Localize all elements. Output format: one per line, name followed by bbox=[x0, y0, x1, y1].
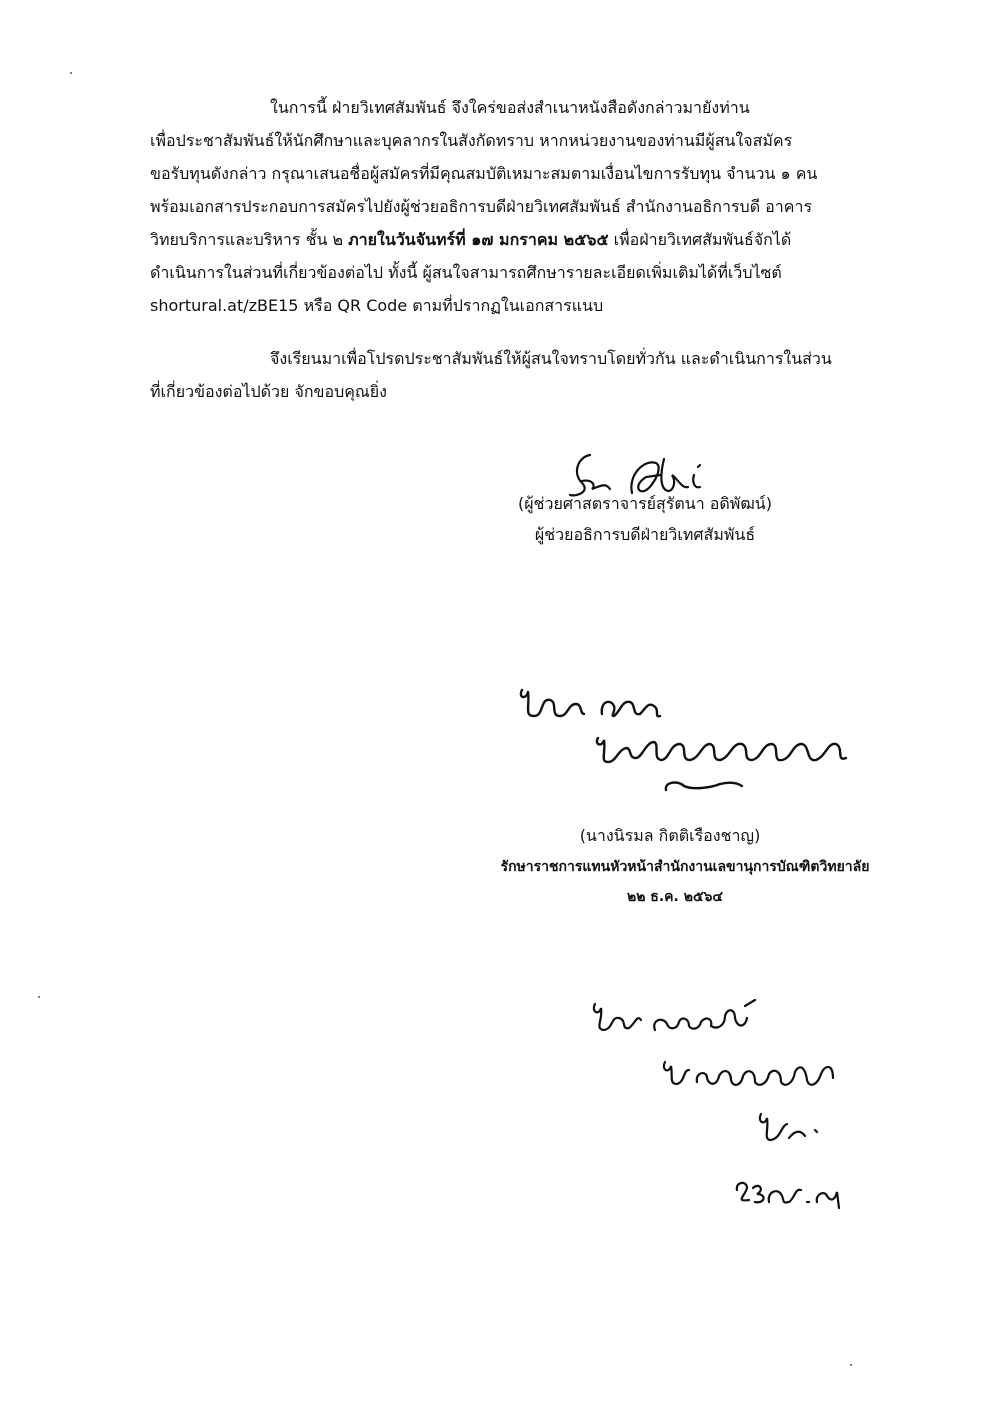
body-line-4: พร้อมเอกสารประกอบการสมัครไปยังผู้ช่วยอธิการบดีฝ่ายวิเทศสัมพันธ์ สำนักงานอธิการบดี อาคาร bbox=[150, 197, 813, 216]
note-2-handwriting bbox=[585, 990, 885, 1220]
scan-speck bbox=[70, 72, 72, 74]
signature-2-position: รักษาราชการแทนหัวหน้าสำนักงานเลขานุการบัณฑิตวิทยาลัย bbox=[500, 859, 870, 875]
signature-2-name: (นางนิรมล กิตติเรืองชาญ) bbox=[579, 826, 761, 845]
signature-1-name: (ผู้ช่วยศาสตราจารย์สุรัตนา อดิพัฒน์) bbox=[518, 494, 772, 513]
body-line-3: ขอรับทุนดังกล่าว กรุณาเสนอชื่อผู้สมัครที่มีคุณสมบัติเหมาะสมตามเงื่อนไขการรับทุน จำนวน ๑ คน bbox=[150, 164, 818, 183]
deadline-text: ภายในวันจันทร์ที่ ๑๗ มกราคม ๒๕๖๕ bbox=[348, 230, 609, 249]
closing-line-1: จึงเรียนมาเพื่อโปรดประชาสัมพันธ์ให้ผู้สนใจทราบโดยทั่วกัน และดำเนินการในส่วน bbox=[270, 349, 832, 368]
scan-speck bbox=[850, 1364, 852, 1366]
closing-line-2: ที่เกี่ยวข้องต่อไปด้วย จักขอบคุณยิ่ง bbox=[150, 382, 387, 401]
signature-1-position: ผู้ช่วยอธิการบดีฝ่ายวิเทศสัมพันธ์ bbox=[534, 525, 756, 544]
body-line-5-end: เพื่อฝ่ายวิเทศสัมพันธ์จักได้ bbox=[608, 230, 792, 249]
body-line-6: ดำเนินการในส่วนที่เกี่ยวข้องต่อไป ทั้งนี้ ผู้สนใจสามารถศึกษารายละเอียดเพิ่มเติมได้ที่เว็บไซต์ bbox=[150, 263, 782, 282]
body-line-5-start: วิทยบริการและบริหาร ชั้น ๒ bbox=[150, 230, 349, 249]
note-1-handwriting bbox=[510, 678, 870, 798]
body-line-2: เพื่อประชาสัมพันธ์ให้นักศึกษาและบุคลากรในสังกัดทราบ หากหน่วยงานของท่านมีผู้สนใจสมัคร bbox=[150, 131, 793, 150]
date-stamp: ๒๒ ธ.ค. ๒๕๖๔ bbox=[626, 889, 724, 905]
body-line-5 bbox=[150, 230, 850, 250]
body-line-1: ในการนี้ ฝ่ายวิเทศสัมพันธ์ จึงใคร่ขอส่งสำเนาหนังสือดังกล่าวมายังท่าน bbox=[270, 98, 750, 117]
body-line-7: shortural.at/zBE15 หรือ QR Code ตามที่ปรากฏในเอกสารแนบ bbox=[150, 296, 604, 315]
scan-speck bbox=[38, 996, 40, 998]
